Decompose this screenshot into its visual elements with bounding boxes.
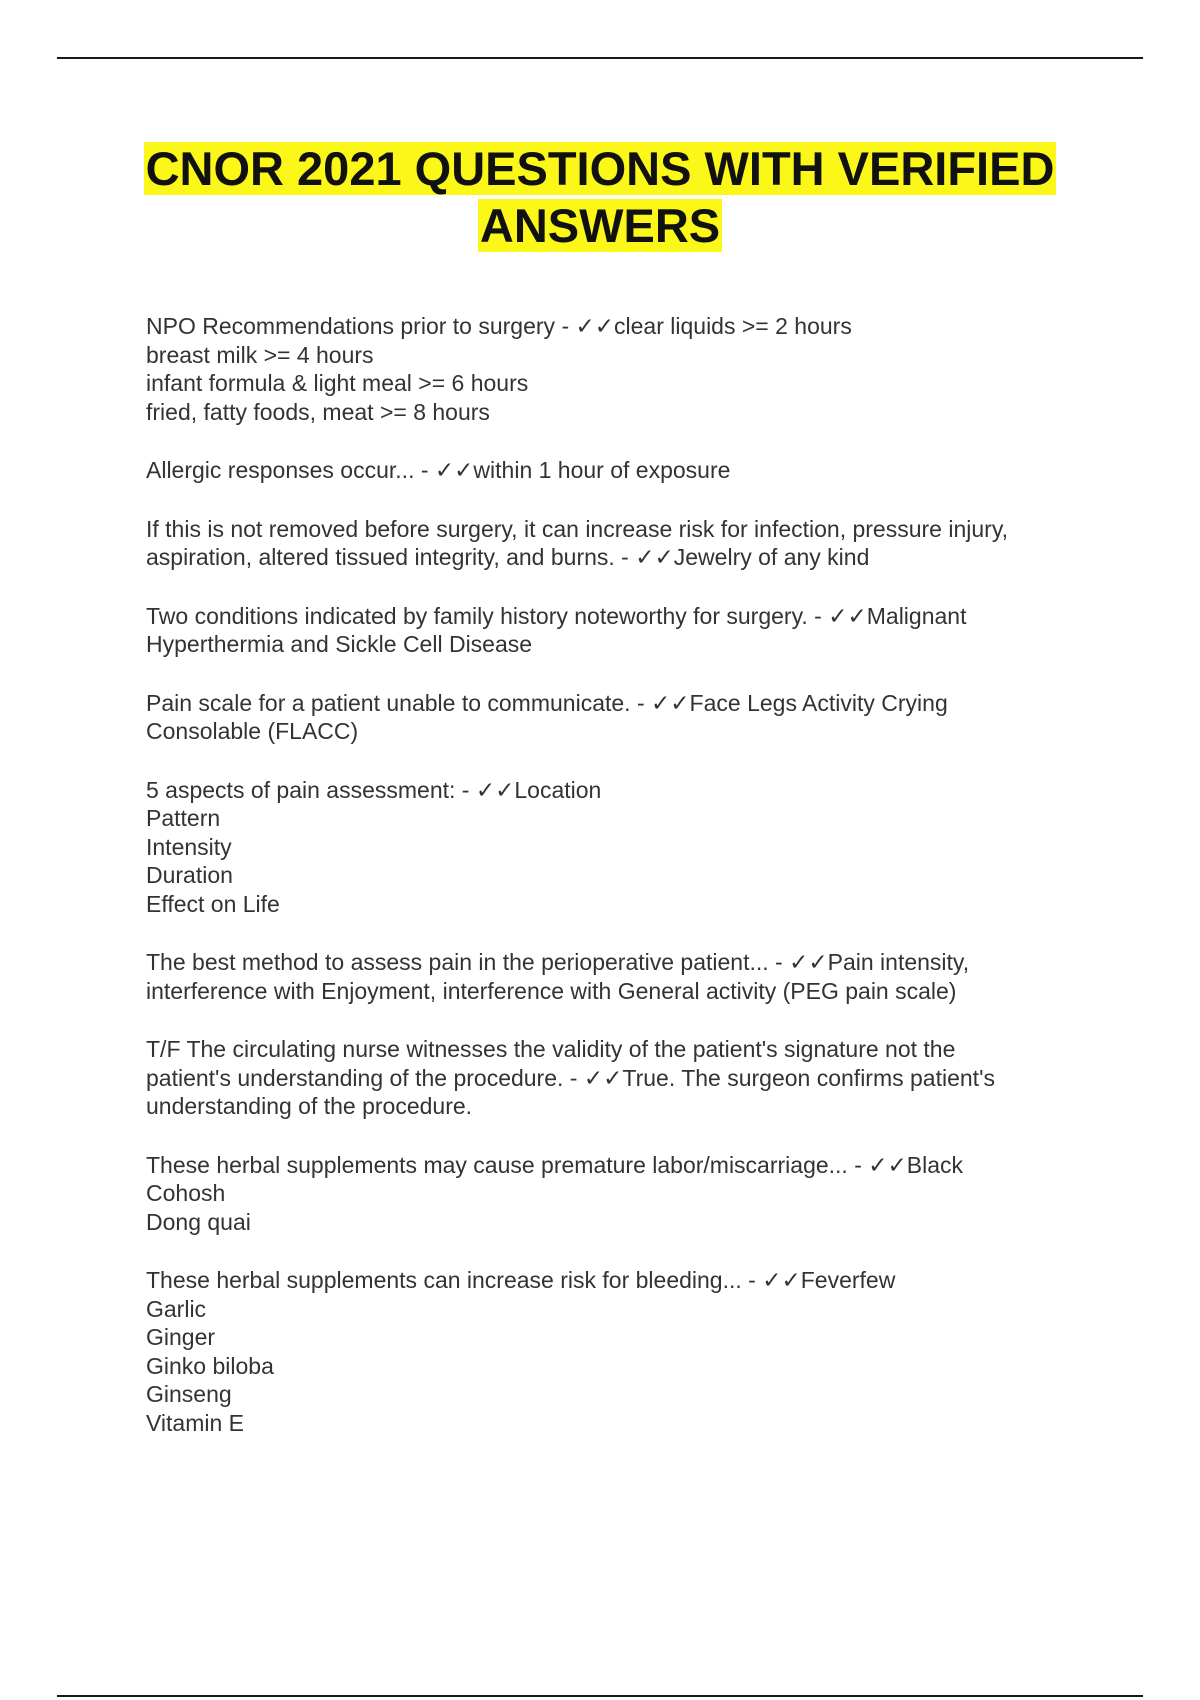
page-title	[0, 140, 1200, 254]
qa-item	[146, 602, 1076, 659]
title-line: CNOR 2021 QUESTIONS WITH VERIFIED	[145, 142, 1055, 195]
qa-answer-line: Effect on Life	[146, 890, 280, 917]
qa-answer-line: Cohosh	[146, 1180, 226, 1206]
qa-answer-line: Intensity	[146, 833, 232, 860]
qa-answer-line: Dong quai	[146, 1208, 251, 1235]
qa-answer-line: fried, fatty foods, meat >= 8 hours	[146, 398, 490, 425]
qa-answer-line: Vitamin E	[146, 1409, 245, 1436]
qa-answer-line: Duration	[146, 862, 233, 888]
qa-item	[146, 1035, 1076, 1121]
qa-question-line: If this is not removed before surgery, it can increase risk for infection, pressure injury,	[146, 515, 1009, 542]
qa-list	[146, 312, 1076, 1467]
qa-question-line: Allergic responses occur... - ✓✓within 1 hour of exposure	[146, 457, 731, 483]
qa-question-line: These herbal supplements may cause premature labor/miscarriage... - ✓✓Black	[146, 1151, 964, 1178]
qa-item	[146, 1151, 1076, 1237]
qa-answer-line: interference with Enjoyment, interference with General activity (PEG pain scale)	[146, 977, 957, 1004]
qa-item	[146, 1266, 1076, 1437]
title-line: ANSWERS	[479, 199, 721, 252]
qa-question-line: Pain scale for a patient unable to communicate. - ✓✓Face Legs Activity Crying	[146, 689, 948, 716]
bottom-rule	[57, 1695, 1143, 1697]
qa-item	[146, 312, 1076, 426]
qa-answer-line: Garlic	[146, 1295, 207, 1322]
qa-answer-line: understanding of the procedure.	[146, 1093, 473, 1119]
qa-question-line: These herbal supplements can increase risk for bleeding... - ✓✓Feverfew	[146, 1267, 896, 1293]
qa-answer-line: Hyperthermia and Sickle Cell Disease	[146, 631, 533, 657]
qa-item	[146, 776, 1076, 919]
qa-question-line: NPO Recommendations prior to surgery - ✓✓clear liquids >= 2 hours	[146, 313, 852, 339]
qa-answer-line: infant formula & light meal >= 6 hours	[146, 370, 529, 396]
qa-answer-line: Pattern	[146, 805, 221, 831]
qa-answer-line: aspiration, altered tissued integrity, and burns. - ✓✓Jewelry of any kind	[146, 544, 870, 570]
qa-answer-line: Ginger	[146, 1324, 216, 1350]
qa-item	[146, 456, 1076, 485]
qa-item	[146, 948, 1076, 1005]
qa-question-line: T/F The circulating nurse witnesses the validity of the patient's signature not the	[146, 1036, 956, 1062]
qa-item	[146, 689, 1076, 746]
top-rule	[57, 57, 1143, 59]
qa-item	[146, 515, 1076, 572]
qa-answer-line: Ginko biloba	[146, 1352, 274, 1379]
qa-answer-line: Ginseng	[146, 1381, 232, 1407]
qa-answer-line: breast milk >= 4 hours	[146, 341, 374, 368]
qa-question-line: 5 aspects of pain assessment: - ✓✓Location	[146, 776, 602, 803]
qa-question-line: Two conditions indicated by family history noteworthy for surgery. - ✓✓Malignant	[146, 602, 967, 629]
qa-answer-line: patient's understanding of the procedure. - ✓✓True. The surgeon confirms patient's	[146, 1064, 995, 1091]
qa-answer-line: Consolable (FLACC)	[146, 718, 359, 744]
qa-question-line: The best method to assess pain in the perioperative patient... - ✓✓Pain intensity,	[146, 949, 970, 975]
